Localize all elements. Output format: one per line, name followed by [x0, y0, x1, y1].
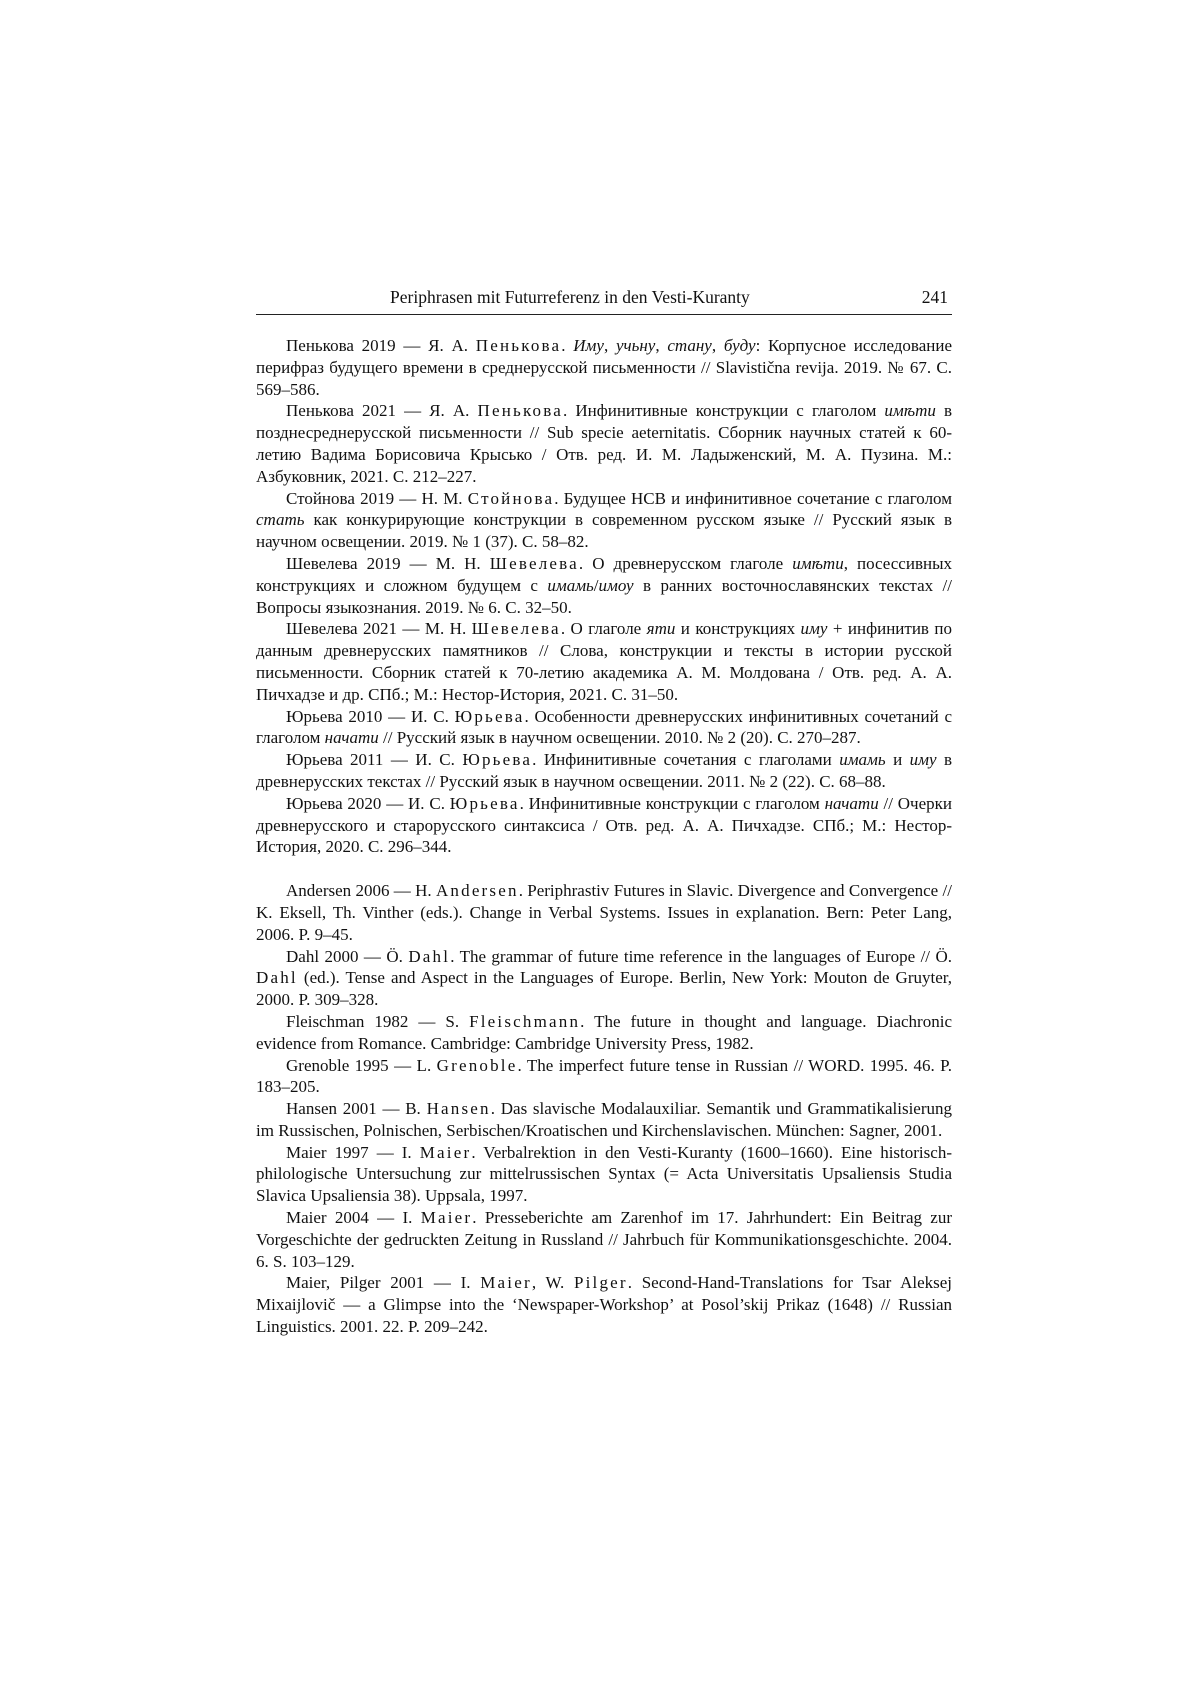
reference-key: Юрьева 2010 — И. С.	[286, 706, 455, 726]
reference-entry	[256, 880, 952, 945]
references-latin	[256, 880, 952, 1338]
reference-author: Юрьева	[449, 793, 520, 813]
reference-entry	[256, 1272, 952, 1337]
reference-text: . Особенности древнерусских инфинитивных сочетаний с глаголом	[256, 706, 952, 748]
reference-italic-term: имамь	[547, 575, 594, 595]
reference-key: Maier 1997 — I.	[286, 1142, 420, 1162]
page	[256, 286, 952, 1338]
reference-key: Стойнова 2019 — Н. М.	[286, 488, 468, 508]
reference-text: ,	[655, 336, 668, 355]
reference-author: Шевелева	[471, 619, 561, 639]
reference-entry	[256, 1098, 952, 1142]
reference-key: Maier 2004 — I.	[286, 1208, 421, 1228]
reference-text: (ed.). Tense and Aspect in the Languages of Europe. Berlin, New York: Mouton de Gruyter, 2000. P. 309–328.	[256, 968, 952, 1010]
reference-key: Grenoble 1995 — L.	[286, 1055, 437, 1075]
reference-italic-term: имѣти	[884, 401, 936, 421]
reference-entry	[256, 706, 952, 750]
reference-text: : Корпусное исследование перифраз будущего времени в среднерусской письменности // Slavistična revija. 2019. № 67. С. 569–586.	[256, 336, 953, 399]
reference-entry	[256, 1207, 952, 1272]
reference-key: Юрьева 2011 — И. С.	[286, 750, 463, 770]
reference-text: в ранних восточнославянских текстах // Вопросы языкознания. 2019. № 6. С. 32–50.	[256, 575, 952, 617]
reference-text: . Presseberichte am Zarenhof im 17. Jahrhundert: Ein Beitrag zur Vorgeschichte der gedruckten Zeitung in Russland // Jahrbuch für Kommunikationsgeschichte. 2004. 6. S. 103–129.	[256, 1208, 952, 1271]
reference-text: + инфинитив по данным древнерусских памятников // Слова, конструкции и тексты в истории русской письменности. Сборник статей к 70-летию академика А. М. Молдована / Отв. ред. А. А. Пичхадзе и др. СПб.; М.: Нестор-История, 2021. С. 31–50.	[256, 619, 952, 704]
reference-text: . The imperfect future tense in Russian // WORD. 1995. 46. P. 183–205.	[256, 1055, 952, 1097]
reference-author: Пенькова	[477, 401, 563, 421]
reference-text: .	[561, 336, 574, 355]
reference-author: Юрьева	[462, 750, 533, 770]
reference-italic-term: Иму	[573, 336, 604, 355]
references-russian	[256, 335, 952, 858]
reference-entry	[256, 1055, 952, 1099]
reference-text: . Инфинитивные конструкции с глаголом	[519, 793, 825, 813]
reference-text: Dahl	[256, 968, 298, 988]
reference-author: Fleischmann	[469, 1011, 581, 1031]
reference-key: Шевелева 2021 — М. Н.	[286, 619, 472, 639]
reference-entry	[256, 1011, 952, 1055]
reference-key: Maier, Pilger 2001 — I.	[286, 1273, 481, 1293]
reference-author: Grenoble	[436, 1055, 518, 1075]
reference-italic-term: яти	[646, 619, 676, 639]
bibliography	[256, 335, 952, 1338]
reference-author: Шевелева	[489, 553, 579, 573]
reference-text: . Инфинитивные сочетания с глаголами	[532, 750, 840, 770]
reference-author: Andersen	[435, 881, 519, 901]
reference-italic-term: имамь	[839, 750, 886, 770]
reference-entry	[256, 749, 952, 793]
reference-italic-term: иму	[800, 619, 828, 639]
reference-author: Hansen	[426, 1099, 491, 1119]
reference-entry	[256, 335, 952, 400]
reference-italic-term: стать	[256, 510, 305, 530]
reference-author: Maier	[480, 1273, 532, 1293]
reference-author: Dahl	[408, 946, 451, 966]
reference-key: Юрьева 2020 — И. С.	[286, 793, 450, 813]
reference-italic-term: учьну	[615, 336, 656, 355]
reference-italic-term: иму	[909, 750, 937, 770]
reference-entry	[256, 553, 952, 618]
reference-text: . The future in thought and language. Diachronic evidence from Romance. Cambridge: Cambridge University Press, 1982.	[256, 1011, 952, 1053]
reference-entry	[256, 618, 952, 705]
reference-text: // Очерки древнерусского и старорусского синтаксиса / Отв. ред. А. А. Пичхадзе. СПб.; М.: Нестор-История, 2020. С. 296–344.	[256, 793, 952, 857]
reference-text: и конструкциях	[675, 619, 801, 639]
reference-text: // Русский язык в научном освещении. 2010. № 2 (20). С. 270–287.	[378, 728, 861, 748]
reference-text: . Second-Hand-Translations for Tsar Aleksej Mixaijlovič — a Glimpse into the ‘Newspaper-Workshop’ at Posol’skij Prikaz (1648) // Russian Linguistics. 2001. 22. P. 209–242.	[256, 1273, 952, 1337]
reference-text: и	[885, 750, 910, 770]
reference-text: в позднесреднерусской письменности // Sub specie aeternitatis. Сборник научных статей к 60-летию Вадима Борисовича Крысько / Отв. ред. И. М. Ладыженский, М. А. Пузина. М.: Азбуковник, 2021. С. 212–227.	[256, 401, 953, 486]
reference-italic-term: буду	[723, 336, 756, 355]
reference-italic-term: имоу	[598, 575, 634, 595]
reference-entry	[256, 400, 952, 487]
reference-text: ,	[711, 336, 724, 355]
reference-key: Пенькова 2021 — Я. А.	[286, 401, 478, 421]
reference-entry	[256, 488, 952, 553]
reference-italic-term: имѣти	[792, 553, 844, 573]
reference-italic-term: начати	[824, 793, 879, 813]
reference-key: Пенькова 2019 — Я. А.	[286, 336, 476, 355]
reference-text: . Periphrastiv Futures in Slavic. Divergence and Convergence // K. Eksell, Th. Vinther (eds.). Change in Verbal Systems. Issues in explanation. Bern: Peter Lang, 2006. P. 9–45.	[256, 881, 952, 944]
running-title: Periphrasen mit Futurreferenz in den Vesti-Kuranty	[390, 287, 750, 307]
reference-key: Шевелева 2019 — М. Н.	[286, 553, 490, 573]
reference-entry	[256, 1142, 952, 1207]
reference-text: , W.	[531, 1273, 574, 1293]
reference-text: Pilger	[573, 1273, 628, 1293]
reference-text: как конкурирующие конструкции в современном русском языке // Русский язык в научном освещении. 2019. № 1 (37). С. 58–82.	[256, 510, 952, 552]
running-head	[256, 286, 952, 315]
reference-author: Юрьева	[454, 706, 525, 726]
reference-entry	[256, 946, 952, 1011]
reference-text: . Инфинитивные конструкции с глаголом	[563, 401, 885, 421]
reference-entry	[256, 793, 952, 858]
reference-key: Dahl 2000 — Ö.	[286, 946, 409, 966]
reference-author: Maier	[420, 1208, 473, 1228]
reference-text: , посессивных конструкциях и сложном будущем с	[256, 553, 952, 595]
reference-author: Maier	[419, 1142, 472, 1162]
reference-text: . О глаголе	[560, 619, 647, 639]
reference-text: . О древнерусском глаголе	[578, 553, 793, 573]
reference-italic-term: начати	[324, 728, 379, 748]
reference-author: Пенькова	[475, 336, 562, 355]
reference-text: . Будущее НСВ и инфинитивное сочетание с глаголом	[554, 488, 952, 508]
reference-text: . The grammar of future time reference in the languages of Europe // Ö.	[450, 946, 952, 966]
reference-text: в древнерусских текстах // Русский язык в научном освещении. 2011. № 2 (22). С. 68–88.	[256, 750, 952, 791]
reference-text: . Verbalrektion in den Vesti-Kuranty (1600–1660). Eine historisch-philologische Untersuchung zur mittelrussischen Syntax (= Acta Universitatis Upsaliensis Studia Slavica Upsaliensia 38). Uppsala, 1997.	[256, 1142, 952, 1206]
reference-key: Hansen 2001 — B.	[286, 1099, 427, 1119]
reference-text: /	[593, 575, 599, 595]
reference-text: . Das slavische Modalauxiliar. Semantik und Grammatikalisierung im Russischen, Polnischen, Serbischen/Kroatischen und Kirchenslavischen. München: Sagner, 2001.	[256, 1099, 953, 1140]
reference-author: Стойнова	[467, 488, 555, 508]
reference-text: ,	[603, 336, 616, 355]
reference-key: Fleischman 1982 — S.	[286, 1011, 470, 1031]
reference-key: Andersen 2006 — H.	[286, 881, 436, 901]
page-number: 241	[921, 287, 948, 307]
section-gap	[256, 858, 952, 880]
reference-italic-term: стану	[667, 336, 712, 355]
